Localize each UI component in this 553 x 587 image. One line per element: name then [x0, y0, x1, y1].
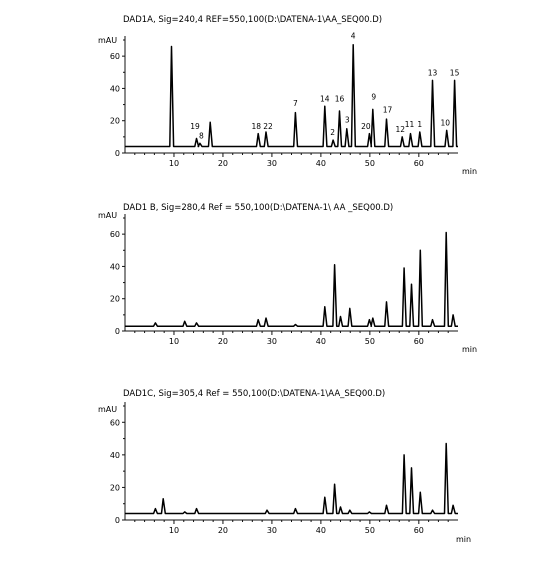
peak-label: 22: [263, 121, 273, 131]
panel-dad1c-xlabel: min: [456, 535, 472, 544]
panel-dad1b-xlabel: min: [462, 345, 478, 354]
peak-label: 1: [417, 120, 423, 130]
panel-dad1c: [98, 389, 471, 544]
panel-dad1a-peak-labels: [190, 31, 459, 140]
panel-dad1a-axes: [110, 36, 458, 168]
panel-dad1b-ylabel: mAU: [98, 211, 118, 220]
peak-label: 13: [427, 68, 438, 78]
panel-dad1a-title: DAD1A, Sig=240,4 REF=550,100(D:\DATENA-1\AA_SEQ00.D): [123, 15, 383, 25]
panel-dad1a-xlabel: min: [462, 167, 478, 176]
x-tick-label: 60: [413, 337, 424, 346]
y-tick-label: 40: [109, 84, 120, 94]
x-tick-label: 30: [266, 337, 278, 346]
panel-dad1c-trace: [125, 443, 458, 513]
signal-trace: [125, 233, 458, 327]
y-tick-label: 40: [109, 450, 120, 460]
x-tick-label: 10: [168, 337, 180, 346]
x-tick-label: 50: [364, 337, 375, 346]
y-tick-label: 60: [109, 230, 120, 240]
x-tick-label: 20: [217, 337, 229, 346]
panel-dad1a-trace: [125, 45, 458, 147]
x-tick-label: 50: [364, 159, 375, 168]
x-tick-label: 40: [315, 159, 326, 168]
y-tick-label: 0: [114, 516, 120, 525]
x-tick-label: 40: [315, 337, 326, 346]
peak-label: 20: [361, 121, 371, 131]
y-tick-label: 20: [109, 116, 120, 126]
x-tick-label: 60: [413, 526, 424, 535]
peak-label: 8: [199, 131, 204, 141]
panel-dad1c-axes: [110, 402, 458, 535]
x-tick-label: 30: [266, 526, 278, 535]
x-tick-label: 20: [217, 159, 229, 168]
panel-dad1b-trace: [125, 233, 458, 327]
peak-label: 17: [382, 105, 393, 115]
y-tick-label: 20: [109, 294, 120, 304]
x-tick-label: 40: [315, 526, 326, 535]
x-tick-label: 30: [266, 159, 278, 168]
panel-dad1a-ylabel: mAU: [98, 36, 118, 45]
peak-label: 9: [371, 92, 377, 102]
y-tick-label: 40: [109, 262, 120, 272]
signal-trace: [125, 45, 458, 147]
y-tick-label: 0: [114, 149, 120, 158]
y-tick-label: 60: [109, 52, 120, 62]
signal-trace: [125, 444, 458, 514]
peak-label: 3: [344, 115, 350, 125]
peak-label: 7: [293, 99, 298, 109]
panel-dad1b: [98, 203, 477, 354]
peak-label: 15: [449, 68, 460, 78]
x-tick-label: 60: [413, 159, 424, 168]
x-tick-label: 10: [168, 159, 180, 168]
x-tick-label: 20: [217, 526, 229, 535]
peak-label: 11: [404, 120, 415, 130]
peak-label: 10: [440, 118, 451, 128]
panel-dad1b-title: DAD1 B, Sig=280,4 Ref = 550,100(D:\DATENA-1\ AA _SEQ00.D): [123, 203, 394, 213]
panel-dad1a: [98, 15, 477, 176]
peak-label: 18: [251, 121, 262, 131]
y-tick-label: 60: [109, 418, 120, 428]
x-tick-label: 50: [364, 526, 375, 535]
panel-dad1c-title: DAD1C, Sig=305,4 Ref = 550,100(D:\DATENA-1\AA_SEQ00.D): [123, 389, 386, 399]
y-tick-label: 20: [109, 483, 120, 493]
panel-dad1c-ylabel: mAU: [98, 405, 118, 414]
peak-label: 2: [330, 128, 336, 138]
peak-label: 19: [190, 121, 200, 131]
y-tick-label: 0: [114, 327, 120, 336]
peak-label: 16: [334, 94, 345, 104]
peak-label: 4: [350, 31, 356, 41]
x-tick-label: 10: [168, 526, 180, 535]
peak-label: 12: [395, 125, 405, 135]
peak-label: 14: [320, 94, 330, 104]
